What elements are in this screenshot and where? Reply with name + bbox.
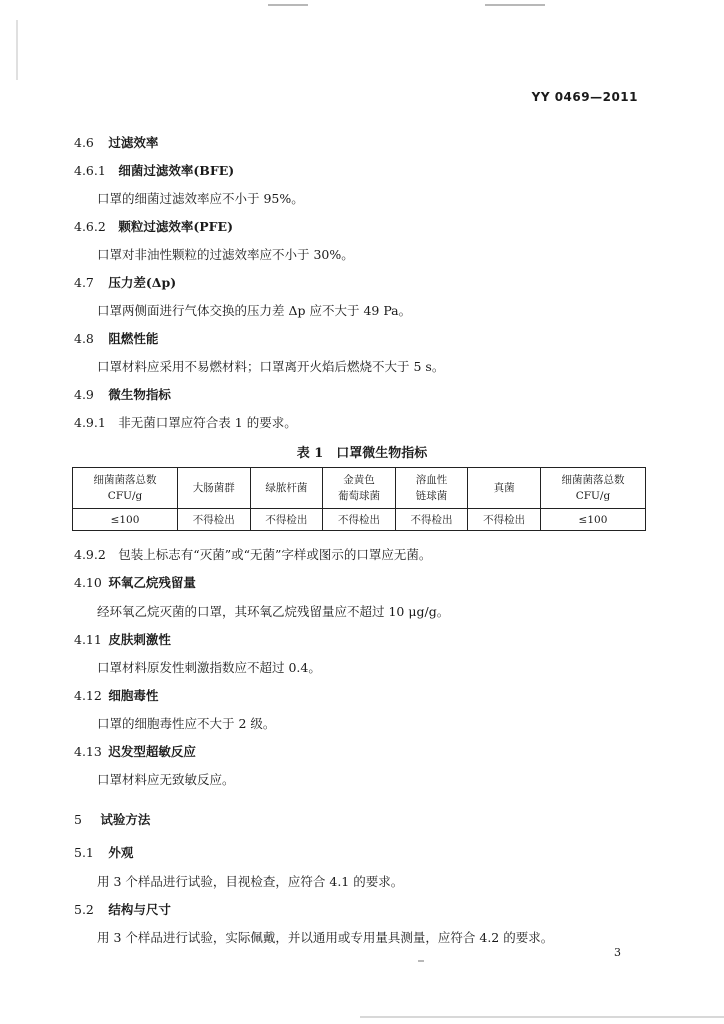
section-number: 5 [74,812,82,827]
table-header-cell: 绿脓杆菌 [250,468,323,509]
section-number: 4.7 [74,275,94,290]
section-number: 4.13 [74,744,102,759]
section-heading-4-7 [74,273,176,291]
section-number: 4.8 [74,331,94,346]
section-heading-4-6-2 [74,217,233,235]
paragraph-4-9-1: 4.9.1 非无菌口罩应符合表 1 的要求。 [74,415,297,430]
scan-artifact [360,1016,724,1018]
paragraph-eo: 经环氧乙烷灭菌的口罩，其环氧乙烷残留量应不超过 10 μg/g。 [97,604,450,619]
section-title: 试验方法 [100,812,151,827]
section-number: 5.2 [74,902,94,917]
paragraph-sensitization: 口罩材料应无致敏反应。 [97,772,235,787]
paragraph-flame: 口罩材料应采用不易燃材料；口罩离开火焰后燃烧不大于 5 s。 [97,359,445,374]
section-heading-4-9 [74,385,171,403]
paragraph-irritation: 口罩材料原发性刺激指数应不超过 0.4。 [97,660,321,675]
table-cell: 不得检出 [178,509,251,531]
paragraph-pfe: 口罩对非油性颗粒的过滤效率应不小于 30%。 [97,247,354,262]
section-title: 颗粒过滤效率(PFE) [118,219,233,234]
table-header-cell: 大肠菌群 [178,468,251,509]
paragraph-cytotoxicity: 口罩的细胞毒性应不大于 2 级。 [97,716,276,731]
section-number: 4.10 [74,575,102,590]
section-heading-4-6 [74,133,158,151]
table-header-cell: 溶血性 链球菌 [395,468,468,509]
section-title: 结构与尺寸 [108,902,171,917]
section-title: 微生物指标 [108,387,171,402]
table-cell: 不得检出 [395,509,468,531]
section-title: 阻燃性能 [108,331,159,346]
scan-artifact [485,4,545,6]
section-title: 迟发型超敏反应 [108,744,196,759]
section-heading-4-12 [74,686,158,704]
section-number: 4.6.2 [74,219,106,234]
table-cell: 不得检出 [468,509,541,531]
section-number: 4.6.1 [74,163,106,178]
section-number: 4.6 [74,135,94,150]
table-cell: ≤100 [73,509,178,531]
section-heading-4-10 [74,573,196,591]
table-header-cell: 真菌 [468,468,541,509]
paragraph-bfe: 口罩的细菌过滤效率应不小于 95%。 [97,191,304,206]
section-title: 压力差(Δp) [108,275,177,290]
section-heading-5-2 [74,900,171,918]
section-heading-4-11 [74,630,171,648]
section-number: 5.1 [74,845,94,860]
section-title: 细菌过滤效率(BFE) [118,163,235,178]
section-title: 环氧乙烷残留量 [108,575,196,590]
table-cell: 不得检出 [250,509,323,531]
section-title: 外观 [108,845,134,860]
section-heading-5 [74,810,150,828]
table-header-cell: 金黄色 葡萄球菌 [323,468,396,509]
table-header-cell: 细菌菌落总数 CFU/g [73,468,178,509]
section-number: 4.12 [74,688,102,703]
table-title: 表 1 口罩微生物指标 [296,446,428,461]
paragraph-appearance: 用 3 个样品进行试验，目视检查，应符合 4.1 的要求。 [97,874,404,889]
section-heading-4-6-1 [74,161,234,179]
table-cell: ≤100 [540,509,645,531]
paragraph-structure: 用 3 个样品进行试验，实际佩戴，并以通用或专用量具测量，应符合 4.2 的要求。 [97,930,554,945]
section-title: 过滤效率 [108,135,159,150]
table-header-cell: 细菌菌落总数 CFU/g [540,468,645,509]
table-row [73,509,646,531]
paragraph-pressure: 口罩两侧面进行气体交换的压力差 Δp 应不大于 49 Pa。 [97,303,412,318]
section-heading-4-8 [74,329,158,347]
section-number: 4.11 [74,632,102,647]
standard-code: YY 0469—2011 [531,90,638,104]
microbial-table [72,467,646,531]
scan-artifact [418,960,424,962]
scan-artifact [268,4,308,6]
section-title: 皮肤刺激性 [108,632,171,647]
paragraph-4-9-2: 4.9.2 包装上标志有“灭菌”或“无菌”字样或图示的口罩应无菌。 [74,547,432,562]
scan-artifact [16,20,18,80]
section-number: 4.9 [74,387,94,402]
table-header-row [73,468,646,509]
section-heading-5-1 [74,843,133,861]
section-heading-4-13 [74,742,196,760]
section-title: 细胞毒性 [108,688,159,703]
page-number: 3 [614,946,621,959]
table-cell: 不得检出 [323,509,396,531]
